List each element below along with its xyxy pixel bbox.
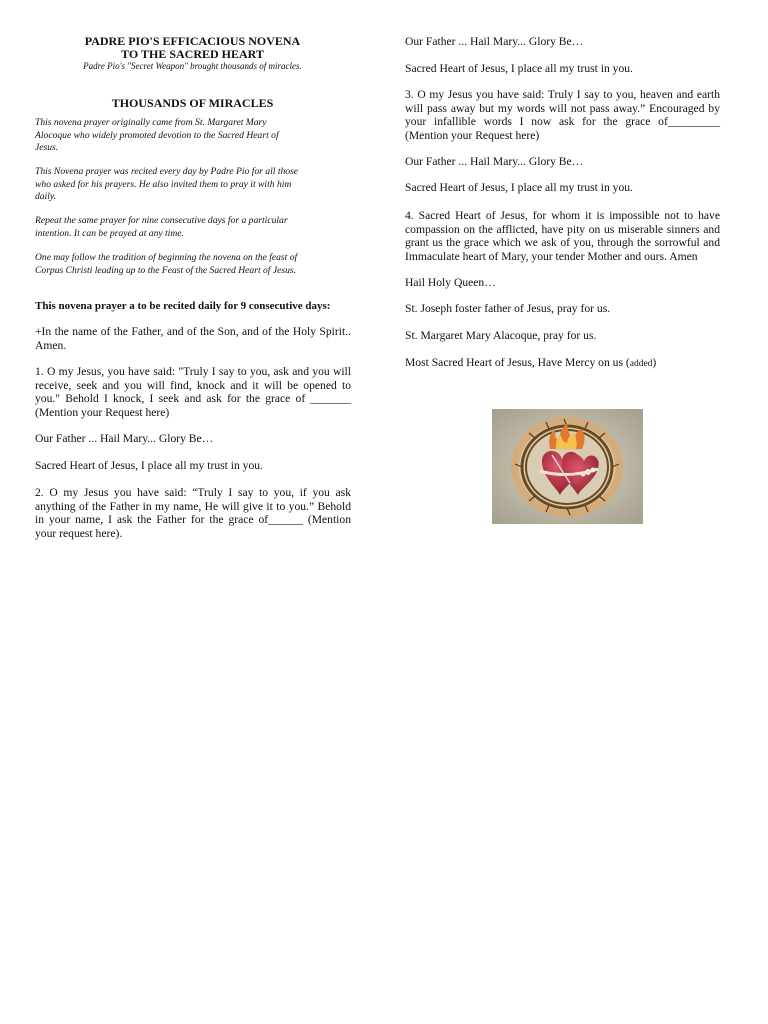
intro-paragraph: This Novena prayer was recited every day by Padre Pio for all those who asked for his prayers. He also invited them to pray it with him daily. — [35, 166, 299, 202]
prayer-paragraph: Our Father ... Hail Mary... Glory Be… — [405, 35, 584, 48]
prayer-paragraph: 4. Sacred Heart of Jesus, for whom it is impossible not to have compassion on the afflicted, have pity on us miserable sinners and grant us the grace which we ask of you, through the sorrowful and Immaculate heart of Mary, your tender Mother and ours. Amen — [405, 209, 720, 263]
intro-paragraph: Repeat the same prayer for nine consecutive days for a particular intention. It can be prayed at any time. — [35, 215, 288, 239]
closing-paren: ) — [652, 356, 657, 369]
intro-paragraph: One may follow the tradition of beginning the novena on the feast of Corpus Christi leading up to the Feast of the Sacred Heart of Jesus. — [35, 252, 298, 276]
title-line-1: PADRE PIO'S EFFICACIOUS NOVENA — [84, 34, 301, 48]
prayer-paragraph: Our Father ... Hail Mary... Glory Be… — [35, 432, 214, 445]
document-subtitle: Padre Pio's "Secret Weapon" brought thousands of miracles. — [83, 61, 302, 71]
prayer-paragraph: Our Father ... Hail Mary... Glory Be… — [405, 155, 584, 168]
prayer-paragraph: +In the name of the Father, and of the Son, and of the Holy Spirit.. Amen. — [35, 325, 351, 352]
section-heading: THOUSANDS OF MIRACLES — [111, 96, 274, 110]
sacred-heart-image — [492, 409, 643, 524]
closing-text: Most Sacred Heart of Jesus, Have Mercy on us ( — [405, 356, 630, 369]
prayer-paragraph: Sacred Heart of Jesus, I place all my trust in you. — [405, 62, 633, 75]
prayer-paragraph: St. Margaret Mary Alacoque, pray for us. — [405, 329, 597, 342]
prayer-paragraph: Sacred Heart of Jesus, I place all my trust in you. — [405, 181, 633, 194]
closing-prayer — [405, 356, 720, 372]
instruction-text: This novena prayer a to be recited daily for 9 consecutive days: — [35, 300, 331, 312]
document-title — [40, 35, 345, 61]
prayer-paragraph: 2. O my Jesus you have said: “Truly I say to you, if you ask anything of the Father in my name, He will give it to you.” Behold in your name, I ask the Father for the grace of______ (Mention your request here). — [35, 486, 351, 540]
prayer-paragraph: Hail Holy Queen… — [405, 276, 496, 289]
prayer-paragraph: St. Joseph foster father of Jesus, pray for us. — [405, 302, 611, 315]
added-note: added — [629, 359, 653, 369]
intro-paragraph: This novena prayer originally came from St. Margaret Mary Alocoque who widely promoted devotion to the Sacred Heart of Jesus. — [35, 117, 279, 153]
prayer-paragraph: 3. O my Jesus you have said: Truly I say to you, heaven and earth will pass away but my words will not pass away.” Encouraged by your infallible words I now ask for the grace of_________ (Mention your Request here) — [405, 88, 720, 142]
prayer-paragraph: Sacred Heart of Jesus, I place all my trust in you. — [35, 459, 263, 472]
title-line-2: TO THE SACRED HEART — [121, 47, 264, 61]
prayer-paragraph: 1. O my Jesus, you have said: "Truly I say to you, ask and you will receive, seek and you will find, knock and it will be opened to you." Behold I knock, I seek and ask for the grace of _______ (Mention your Request here) — [35, 365, 351, 419]
